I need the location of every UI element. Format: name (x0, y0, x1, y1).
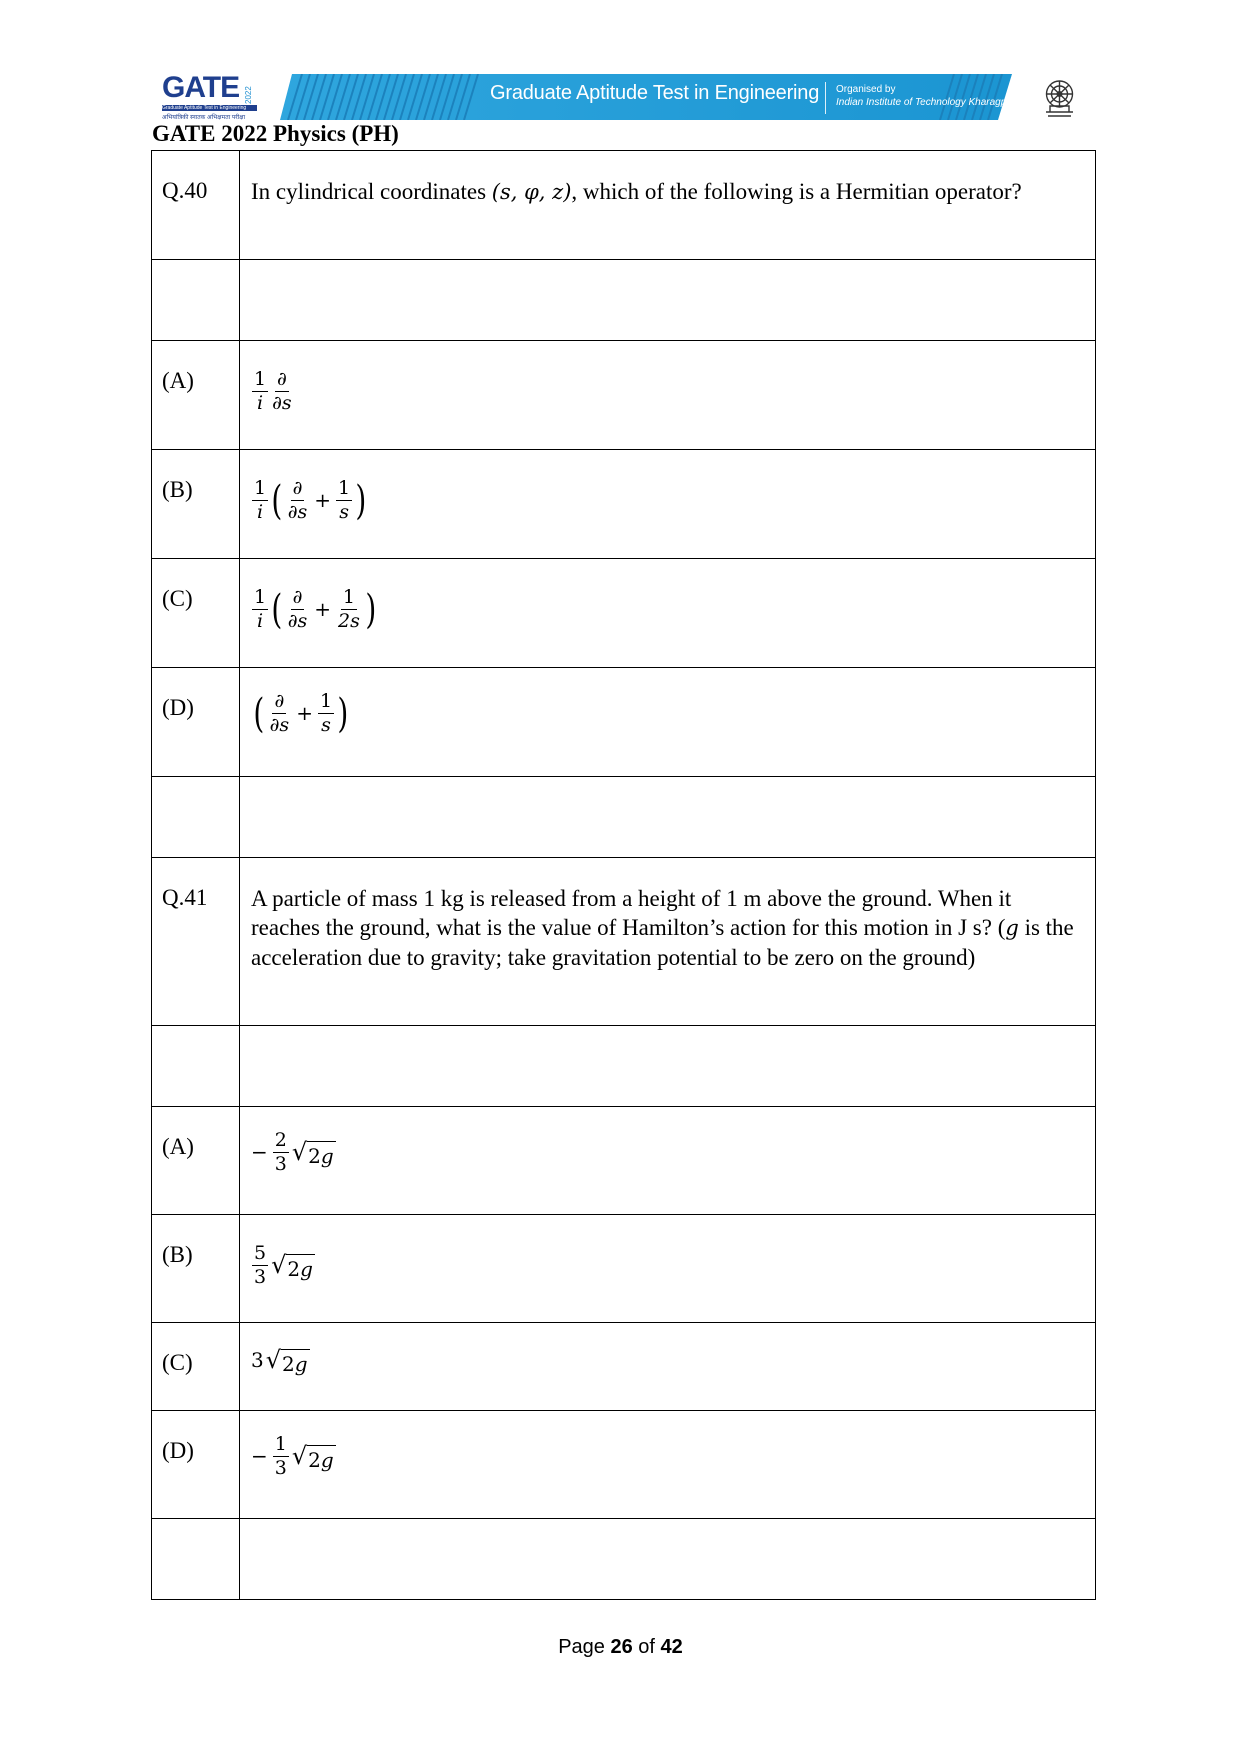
table-spacer-row (152, 1026, 1096, 1107)
q40-option-a-row (152, 341, 1096, 450)
q40-option-b-row (152, 450, 1096, 559)
page-footer (0, 1636, 1241, 1659)
q41-option-d-label: (D) (152, 1411, 240, 1519)
q41-text-line2: is the acceleration due to gravity; take gravitation potential to be zero on the ground) (251, 915, 1074, 970)
gate-logo (162, 72, 262, 122)
q40-text (240, 151, 1096, 260)
gate-logo-word: GATE (162, 71, 240, 104)
q40-option-c-row (152, 559, 1096, 668)
q41-option-c-math: 3 √ 2g (240, 1323, 1096, 1411)
q40-question-row (152, 151, 1096, 260)
q41-g-symbol: g (1005, 916, 1019, 940)
q40-option-d-row (152, 668, 1096, 777)
banner-divider (825, 82, 826, 114)
table-spacer-row (152, 1519, 1096, 1600)
page-header (152, 70, 1082, 122)
q40-number: Q.40 (152, 151, 240, 260)
q40-option-b-label: (B) (152, 450, 240, 559)
footer-middle: of (632, 1636, 661, 1658)
q40-option-c-label: (C) (152, 559, 240, 668)
q41-option-b-label: (B) (152, 1215, 240, 1323)
q40-option-b-math: $\frac{1}{i}$ ( $\frac{\partial}{\partial s}$ + $\frac{1}{s}$ ) (240, 450, 1096, 559)
q40-option-a-label: (A) (152, 341, 240, 450)
q40-option-c-math: $\frac{1}{i}$ ( $\frac{\partial}{\partial s}$ + $\frac{1}{2s}$ ) (240, 559, 1096, 668)
footer-total-pages: 42 (660, 1636, 683, 1658)
q40-option-d-math: ( $\frac{\partial}{\partial s}$ + $\frac{1}{s}$ ) (240, 668, 1096, 777)
paper-title: GATE 2022 Physics (PH) (152, 121, 399, 146)
q41-text-line1: A particle of mass 1 kg is released from a height of 1 m above the ground. When it reaches the ground, what is the value of Hamilton’s action for this motion in J s? ( (251, 886, 1012, 940)
organiser-name: Indian Institute of Technology Kharagpur (836, 97, 1016, 108)
q41-text (240, 858, 1096, 1026)
q41-number: Q.41 (152, 858, 240, 1026)
q40-text-after: , which of the following is a Hermitian operator? (571, 179, 1022, 204)
q41-option-a-label: (A) (152, 1107, 240, 1215)
footer-current-page: 26 (610, 1636, 633, 1658)
banner-title: Graduate Aptitude Test in Engineering (490, 82, 820, 104)
q41-option-a-math: − $\frac{2}{3}$ √ 2g (240, 1107, 1096, 1215)
q41-option-b-row (152, 1215, 1096, 1323)
table-spacer-row (152, 777, 1096, 858)
q40-text-before: In cylindrical coordinates (251, 179, 492, 204)
q41-option-a-row (152, 1107, 1096, 1215)
gate-logo-tagline: Graduate Aptitude Test in Engineering (162, 105, 257, 111)
q40-option-d-label: (D) (152, 668, 240, 777)
q40-coords: (s, φ, z) (491, 180, 572, 204)
question-table (151, 150, 1096, 1600)
iit-kharagpur-emblem-icon (1037, 76, 1082, 121)
header-banner (280, 74, 1016, 120)
table-spacer-row (152, 260, 1096, 341)
organised-by-label: Organised by (836, 84, 896, 95)
q41-option-c-label: (C) (152, 1323, 240, 1411)
q41-option-b-math: $\frac{5}{3}$ √ 2g (240, 1215, 1096, 1323)
q41-question-row (152, 858, 1096, 1026)
q41-option-d-math: − $\frac{1}{3}$ √ 2g (240, 1411, 1096, 1519)
q41-option-c-row (152, 1323, 1096, 1411)
gate-logo-year: 2022 (244, 86, 253, 104)
footer-prefix: Page (558, 1636, 611, 1658)
q40-option-a-math: $\frac{1}{i}$ $\frac{\partial}{\partial s}$ (240, 341, 1096, 450)
gate-logo-hindi: अभियांत्रिकी स्नातक अभिक्षमता परीक्षा (162, 115, 246, 121)
q41-option-d-row (152, 1411, 1096, 1519)
